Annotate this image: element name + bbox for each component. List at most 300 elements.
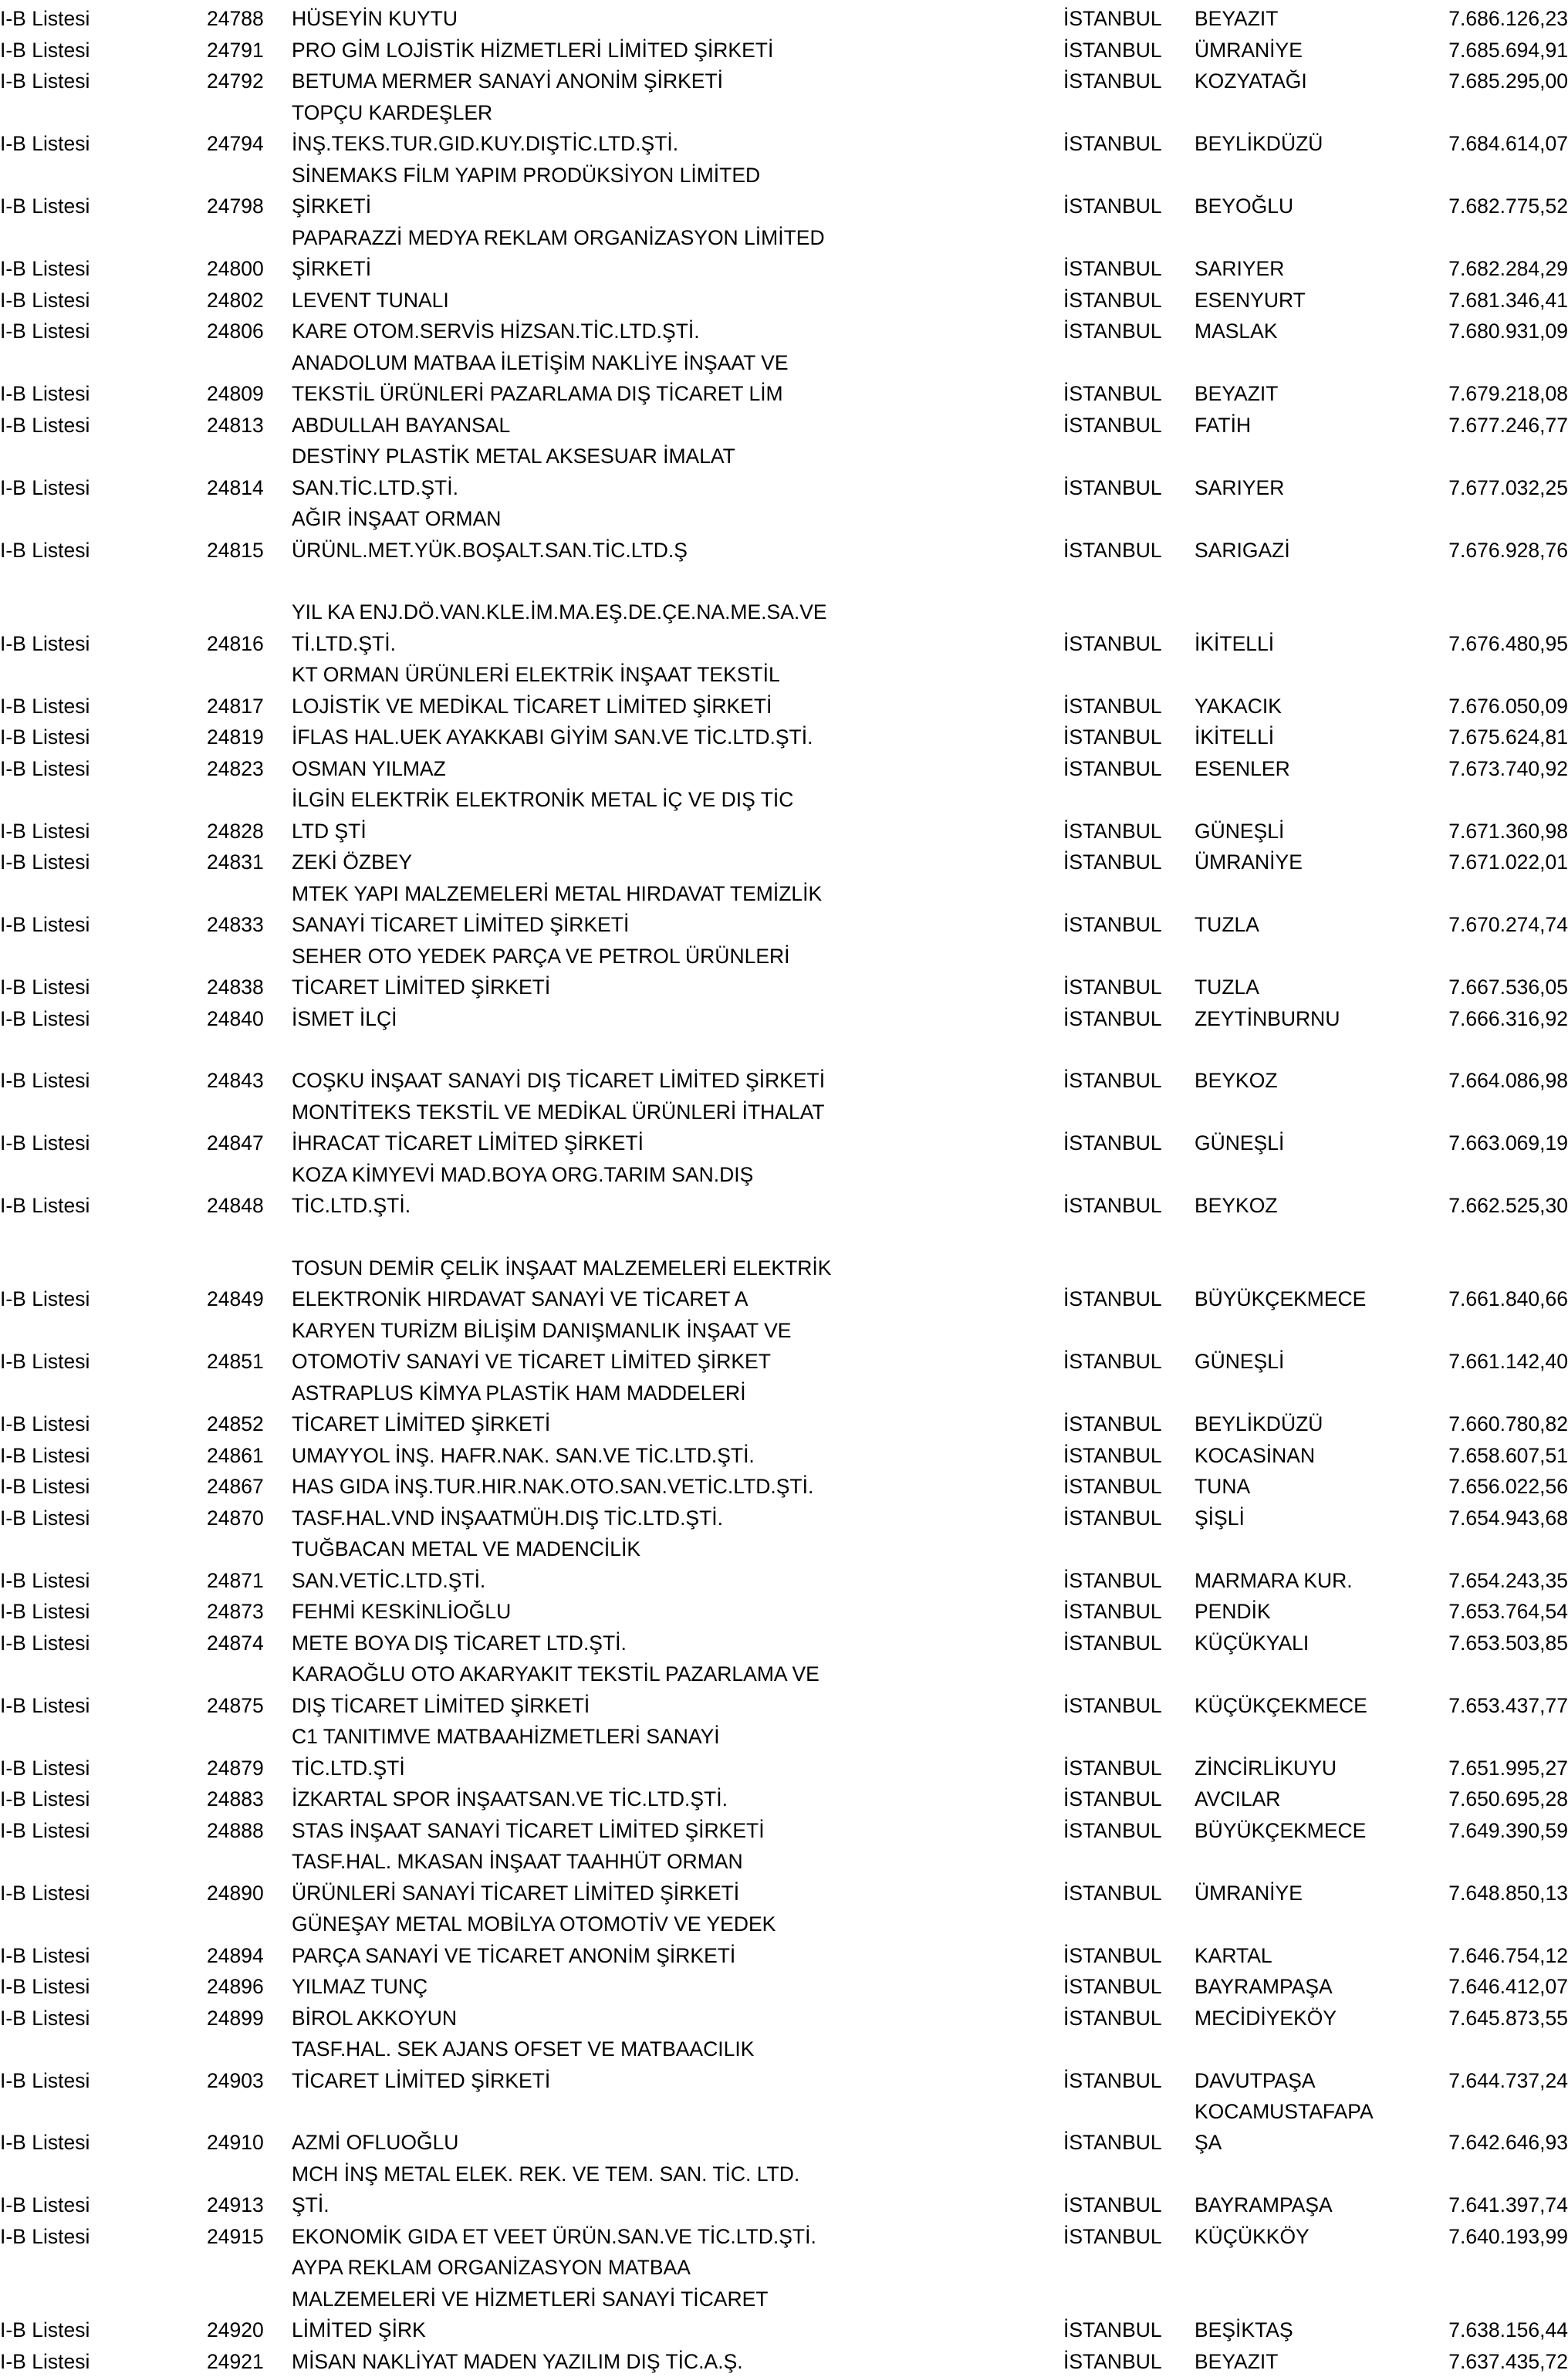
amount: 7.650.695,28	[1426, 1784, 1568, 1815]
entity-name: DIŞ TİCARET LİMİTED ŞİRKETİ	[292, 1690, 1063, 1722]
district: SARIYER	[1195, 253, 1426, 285]
entity-name: TİCARET LİMİTED ŞİRKETİ	[292, 2065, 1063, 2097]
entity-name: METE BOYA DIŞ TİCARET LTD.ŞTİ.	[292, 1628, 1063, 1659]
amount: 7.654.943,68	[1426, 1503, 1568, 1534]
amount: 7.676.050,09	[1426, 691, 1568, 722]
entity-name-continuation: MONTİTEKS TEKSTİL VE MEDİKAL ÜRÜNLERİ İTHALAT	[292, 1097, 1063, 1128]
entity-name: TEKSTİL ÜRÜNLERİ PAZARLAMA DIŞ TİCARET LİM	[292, 378, 1063, 410]
record-id: 24871	[207, 1565, 292, 1597]
gap-cell	[133, 2346, 207, 2377]
city: İSTANBUL	[1063, 3, 1195, 35]
district: DAVUTPAŞA	[1195, 2065, 1426, 2097]
table-row	[0, 753, 1568, 785]
gap-cell	[133, 1315, 207, 1347]
table-row-name-continuation	[0, 1533, 1568, 1565]
city: İSTANBUL	[1063, 1596, 1195, 1628]
gap-cell	[133, 1690, 207, 1722]
table-row	[0, 1628, 1568, 1659]
amount: 7.673.740,92	[1426, 753, 1568, 785]
list-label: I-B Listesi	[0, 1690, 133, 1722]
district: KARTAL	[1195, 1940, 1426, 1972]
gap-cell	[133, 1346, 207, 1378]
list-label: I-B Listesi	[0, 1971, 133, 2003]
amount: 7.677.246,77	[1426, 410, 1568, 441]
list-label: I-B Listesi	[0, 410, 133, 441]
entity-name: OTOMOTİV SANAYİ VE TİCARET LİMİTED ŞİRKET	[292, 1346, 1063, 1378]
gap-cell	[133, 503, 207, 535]
entity-name-continuation: GÜNEŞAY METAL MOBİLYA OTOMOTİV VE YEDEK	[292, 1909, 1063, 1940]
table-row	[0, 1503, 1568, 1534]
entity-name-continuation: MALZEMELERİ VE HİZMETLERİ SANAYİ TİCARET	[292, 2284, 1063, 2315]
amount: 7.640.193,99	[1426, 2221, 1568, 2253]
amount: 7.642.646,93	[1426, 2127, 1568, 2159]
gap-cell	[133, 1471, 207, 1503]
entity-name: ÜRÜNL.MET.YÜK.BOŞALT.SAN.TİC.LTD.Ş	[292, 535, 1063, 566]
entity-name: İFLAS HAL.UEK AYAKKABI GİYİM SAN.VE TİC.LTD.ŞTİ.	[292, 722, 1063, 753]
gap-cell	[133, 1628, 207, 1659]
list-label: I-B Listesi	[0, 128, 133, 160]
table-row-name-continuation	[0, 878, 1568, 910]
table-row	[0, 3, 1568, 35]
table-row	[0, 1408, 1568, 1440]
entity-name: YILMAZ TUNÇ	[292, 1971, 1063, 2003]
entity-name: PRO GİM LOJİSTİK HİZMETLERİ LİMİTED ŞİRKETİ	[292, 35, 1063, 66]
district: AVCILAR	[1195, 1784, 1426, 1815]
table-row-name-continuation	[0, 1253, 1568, 1284]
gap-cell	[133, 1940, 207, 1972]
list-label: I-B Listesi	[0, 535, 133, 566]
list-label: I-B Listesi	[0, 909, 133, 941]
entity-name: BETUMA MERMER SANAYİ ANONİM ŞİRKETİ	[292, 66, 1063, 97]
record-id: 24843	[207, 1065, 292, 1097]
table-row	[0, 1815, 1568, 1847]
list-label: I-B Listesi	[0, 378, 133, 410]
table-row-name-continuation	[0, 160, 1568, 191]
list-label: I-B Listesi	[0, 66, 133, 97]
gap-cell	[133, 628, 207, 660]
debtor-list-table	[0, 3, 1568, 2377]
gap-cell	[133, 1283, 207, 1315]
city: İSTANBUL	[1063, 1503, 1195, 1534]
entity-name-continuation: KARYEN TURİZM BİLİŞİM DANIŞMANLIK İNŞAAT VE	[292, 1315, 1063, 1347]
entity-name-continuation: KT ORMAN ÜRÜNLERİ ELEKTRİK İNŞAAT TEKSTİL	[292, 659, 1063, 691]
gap-cell	[133, 1815, 207, 1847]
record-id: 24875	[207, 1690, 292, 1722]
entity-name: LEVENT TUNALI	[292, 285, 1063, 316]
city: İSTANBUL	[1063, 1565, 1195, 1597]
amount: 7.675.624,81	[1426, 722, 1568, 753]
list-label: I-B Listesi	[0, 1408, 133, 1440]
city: İSTANBUL	[1063, 753, 1195, 785]
district	[1195, 2127, 1426, 2159]
district: SARIGAZİ	[1195, 535, 1426, 566]
city: İSTANBUL	[1063, 722, 1195, 753]
amount: 7.677.032,25	[1426, 472, 1568, 504]
record-id: 24792	[207, 66, 292, 97]
table-row-name-continuation	[0, 941, 1568, 972]
amount: 7.684.614,07	[1426, 128, 1568, 160]
gap-cell	[133, 410, 207, 441]
table-row	[0, 722, 1568, 753]
table-row-name-continuation	[0, 1378, 1568, 1409]
city: İSTANBUL	[1063, 1190, 1195, 1222]
entity-name: OSMAN YILMAZ	[292, 753, 1063, 785]
table-spacer-row	[0, 566, 1568, 597]
entity-name: MİSAN NAKLİYAT MADEN YAZILIM DIŞ TİC.A.Ş.	[292, 2346, 1063, 2377]
city: İSTANBUL	[1063, 285, 1195, 316]
district: ZİNCİRLİKUYU	[1195, 1753, 1426, 1784]
record-id: 24888	[207, 1815, 292, 1847]
record-id: 24890	[207, 1878, 292, 1909]
table-row	[0, 1565, 1568, 1597]
gap-cell	[133, 941, 207, 972]
gap-cell	[133, 66, 207, 97]
table-row	[0, 909, 1568, 941]
city: İSTANBUL	[1063, 378, 1195, 410]
record-id: 24847	[207, 1128, 292, 1159]
city: İSTANBUL	[1063, 972, 1195, 1003]
record-id: 24840	[207, 1003, 292, 1035]
amount: 7.680.931,09	[1426, 316, 1568, 347]
record-id: 24851	[207, 1346, 292, 1378]
table-row	[0, 2221, 1568, 2253]
city: İSTANBUL	[1063, 66, 1195, 97]
entity-name: HÜSEYİN KUYTU	[292, 3, 1063, 35]
gap-cell	[133, 2003, 207, 2034]
amount: 7.654.243,35	[1426, 1565, 1568, 1597]
entity-name: FEHMİ KESKİNLİOĞLU	[292, 1596, 1063, 1628]
gap-cell	[133, 1408, 207, 1440]
entity-name: İHRACAT TİCARET LİMİTED ŞİRKETİ	[292, 1128, 1063, 1159]
district: PENDİK	[1195, 1596, 1426, 1628]
table-row	[0, 2003, 1568, 2034]
record-id: 24849	[207, 1283, 292, 1315]
gap-cell	[133, 191, 207, 222]
entity-name: TİC.LTD.ŞTİ.	[292, 1190, 1063, 1222]
city: İSTANBUL	[1063, 1690, 1195, 1722]
gap-cell	[133, 1503, 207, 1534]
record-id: 24806	[207, 316, 292, 347]
table-row-name-continuation	[0, 97, 1568, 129]
gap-cell	[133, 659, 207, 691]
entity-name: İZKARTAL SPOR İNŞAATSAN.VE TİC.LTD.ŞTİ.	[292, 1784, 1063, 1815]
gap-cell	[133, 1097, 207, 1128]
gap-cell	[133, 1565, 207, 1597]
table-row	[0, 1003, 1568, 1035]
entity-name: UMAYYOL İNŞ. HAFR.NAK. SAN.VE TİC.LTD.ŞTİ.	[292, 1440, 1063, 1472]
district: ŞİŞLİ	[1195, 1503, 1426, 1534]
list-label: I-B Listesi	[0, 1596, 133, 1628]
list-label: I-B Listesi	[0, 2189, 133, 2221]
list-label: I-B Listesi	[0, 2003, 133, 2034]
amount: 7.685.694,91	[1426, 35, 1568, 66]
district: BÜYÜKÇEKMECE	[1195, 1815, 1426, 1847]
record-id: 24823	[207, 753, 292, 785]
district: TUZLA	[1195, 909, 1426, 941]
entity-name: TASF.HAL.VND İNŞAATMÜH.DIŞ TİC.LTD.ŞTİ.	[292, 1503, 1063, 1534]
amount: 7.661.840,66	[1426, 1283, 1568, 1315]
entity-name: KARE OTOM.SERVİS HİZSAN.TİC.LTD.ŞTİ.	[292, 316, 1063, 347]
list-label: I-B Listesi	[0, 2346, 133, 2377]
record-id: 24838	[207, 972, 292, 1003]
list-label: I-B Listesi	[0, 1753, 133, 1784]
amount: 7.658.607,51	[1426, 1440, 1568, 1472]
table-row-name-continuation	[0, 2159, 1568, 2190]
table-row	[0, 1596, 1568, 1628]
list-label: I-B Listesi	[0, 847, 133, 878]
table-row	[0, 35, 1568, 66]
table-row	[0, 1690, 1568, 1722]
gap-cell	[133, 1846, 207, 1878]
record-id: 24852	[207, 1408, 292, 1440]
table-row-name-continuation	[0, 2284, 1568, 2315]
gap-cell	[133, 753, 207, 785]
gap-cell	[133, 2065, 207, 2097]
table-row	[0, 847, 1568, 878]
record-id: 24833	[207, 909, 292, 941]
district: ÜMRANİYE	[1195, 35, 1426, 66]
amount: 7.653.503,85	[1426, 1628, 1568, 1659]
entity-name: ŞİRKETİ	[292, 191, 1063, 222]
table-row	[0, 535, 1568, 566]
entity-name-continuation: AYPA REKLAM ORGANİZASYON MATBAA	[292, 2252, 1063, 2284]
city: İSTANBUL	[1063, 2003, 1195, 2034]
entity-name-continuation: MCH İNŞ METAL ELEK. REK. VE TEM. SAN. TİC. LTD.	[292, 2159, 1063, 2190]
gap-cell	[133, 1440, 207, 1472]
city: İSTANBUL	[1063, 2189, 1195, 2221]
record-id: 24791	[207, 35, 292, 66]
district: BEYKOZ	[1195, 1190, 1426, 1222]
table-row	[0, 128, 1568, 160]
table-row-name-continuation	[0, 597, 1568, 628]
amount: 7.656.022,56	[1426, 1471, 1568, 1503]
gap-cell	[133, 1753, 207, 1784]
amount: 7.664.086,98	[1426, 1065, 1568, 1097]
table-row-name-continuation	[0, 1909, 1568, 1940]
entity-name-continuation: SEHER OTO YEDEK PARÇA VE PETROL ÜRÜNLERİ	[292, 941, 1063, 972]
entity-name-continuation: TOPÇU KARDEŞLER	[292, 97, 1063, 129]
record-id: 24894	[207, 1940, 292, 1972]
entity-name-continuation: PAPARAZZİ MEDYA REKLAM ORGANİZASYON LİMİTED	[292, 222, 1063, 254]
gap-cell	[133, 316, 207, 347]
city: İSTANBUL	[1063, 535, 1195, 566]
district: TUZLA	[1195, 972, 1426, 1003]
district: KÜÇÜKYALI	[1195, 1628, 1426, 1659]
gap-cell	[133, 1159, 207, 1191]
table-row	[0, 472, 1568, 504]
amount: 7.671.022,01	[1426, 847, 1568, 878]
district: BÜYÜKÇEKMECE	[1195, 1283, 1426, 1315]
district: BAYRAMPAŞA	[1195, 2189, 1426, 2221]
list-label: I-B Listesi	[0, 2065, 133, 2097]
table-row-name-continuation	[0, 2034, 1568, 2065]
gap-cell	[133, 847, 207, 878]
city: İSTANBUL	[1063, 628, 1195, 660]
entity-name: Tİ.LTD.ŞTİ.	[292, 628, 1063, 660]
city: İSTANBUL	[1063, 1628, 1195, 1659]
table-row-name-continuation	[0, 1721, 1568, 1753]
table-row	[0, 2127, 1568, 2159]
amount: 7.679.218,08	[1426, 378, 1568, 410]
gap-cell	[133, 1784, 207, 1815]
amount: 7.682.284,29	[1426, 253, 1568, 285]
record-id: 24921	[207, 2346, 292, 2377]
table-row-name-continuation	[0, 659, 1568, 691]
list-label: I-B Listesi	[0, 1065, 133, 1097]
amount: 7.648.850,13	[1426, 1878, 1568, 1909]
table-row	[0, 2346, 1568, 2377]
entity-name: SAN.VETİC.LTD.ŞTİ.	[292, 1565, 1063, 1597]
table-row	[0, 378, 1568, 410]
district: FATİH	[1195, 410, 1426, 441]
list-label: I-B Listesi	[0, 1440, 133, 1472]
district-line-2: ŞA	[1195, 2131, 1222, 2154]
list-label: I-B Listesi	[0, 1346, 133, 1378]
table-row	[0, 972, 1568, 1003]
district: BEYKOZ	[1195, 1065, 1426, 1097]
city: İSTANBUL	[1063, 1408, 1195, 1440]
gap-cell	[133, 2314, 207, 2346]
gap-cell	[133, 1596, 207, 1628]
record-id: 24814	[207, 472, 292, 504]
city: İSTANBUL	[1063, 2221, 1195, 2253]
record-id: 24809	[207, 378, 292, 410]
list-label: I-B Listesi	[0, 35, 133, 66]
list-label: I-B Listesi	[0, 285, 133, 316]
gap-cell	[133, 35, 207, 66]
gap-cell	[133, 784, 207, 816]
record-id: 24903	[207, 2065, 292, 2097]
list-label: I-B Listesi	[0, 722, 133, 753]
record-id: 24915	[207, 2221, 292, 2253]
gap-cell	[133, 253, 207, 285]
list-label: I-B Listesi	[0, 316, 133, 347]
record-id: 24798	[207, 191, 292, 222]
amount: 7.667.536,05	[1426, 972, 1568, 1003]
city: İSTANBUL	[1063, 191, 1195, 222]
entity-name-continuation: MTEK YAPI MALZEMELERİ METAL HIRDAVAT TEMİZLİK	[292, 878, 1063, 910]
gap-cell	[133, 2034, 207, 2065]
district: BEYLİKDÜZÜ	[1195, 128, 1426, 160]
table-row	[0, 1971, 1568, 2003]
amount: 7.666.316,92	[1426, 1003, 1568, 1035]
entity-name: LTD ŞTİ	[292, 816, 1063, 847]
entity-name: TİC.LTD.ŞTİ	[292, 1753, 1063, 1784]
entity-name-continuation: DESTİNY PLASTİK METAL AKSESUAR İMALAT	[292, 441, 1063, 472]
table-body	[0, 3, 1568, 2377]
district: ÜMRANİYE	[1195, 1878, 1426, 1909]
entity-name: EKONOMİK GIDA ET VEET ÜRÜN.SAN.VE TİC.LTD.ŞTİ.	[292, 2221, 1063, 2253]
list-label: I-B Listesi	[0, 1503, 133, 1534]
table-row-name-continuation	[0, 784, 1568, 816]
gap-cell	[133, 1003, 207, 1035]
entity-name: COŞKU İNŞAAT SANAYİ DIŞ TİCARET LİMİTED ŞİRKETİ	[292, 1065, 1063, 1097]
district: BEYOĞLU	[1195, 191, 1426, 222]
gap-cell	[133, 222, 207, 254]
list-label: I-B Listesi	[0, 2314, 133, 2346]
amount: 7.653.437,77	[1426, 1690, 1568, 1722]
list-label: I-B Listesi	[0, 1940, 133, 1972]
table-row	[0, 253, 1568, 285]
amount: 7.649.390,59	[1426, 1815, 1568, 1847]
gap-cell	[133, 128, 207, 160]
district: YAKACIK	[1195, 691, 1426, 722]
record-id: 24913	[207, 2189, 292, 2221]
city: İSTANBUL	[1063, 1815, 1195, 1847]
table-row	[0, 1440, 1568, 1472]
entity-name: ELEKTRONİK HIRDAVAT SANAYİ VE TİCARET A	[292, 1283, 1063, 1315]
amount: 7.662.525,30	[1426, 1190, 1568, 1222]
entity-name: STAS İNŞAAT SANAYİ TİCARET LİMİTED ŞİRKETİ	[292, 1815, 1063, 1847]
entity-name-continuation: AĞIR İNŞAAT ORMAN	[292, 503, 1063, 535]
amount: 7.653.764,54	[1426, 1596, 1568, 1628]
list-label: I-B Listesi	[0, 1784, 133, 1815]
table-row	[0, 1940, 1568, 1972]
table-row	[0, 66, 1568, 97]
gap-cell	[133, 347, 207, 379]
gap-cell	[133, 2127, 207, 2159]
list-label: I-B Listesi	[0, 2221, 133, 2253]
record-id: 24883	[207, 1784, 292, 1815]
gap-cell	[133, 1190, 207, 1222]
amount: 7.661.142,40	[1426, 1346, 1568, 1378]
amount: 7.671.360,98	[1426, 816, 1568, 847]
table-row	[0, 191, 1568, 222]
entity-name-continuation: YIL KA ENJ.DÖ.VAN.KLE.İM.MA.EŞ.DE.ÇE.NA.ME.SA.VE	[292, 597, 1063, 628]
amount: 7.637.435,72	[1426, 2346, 1568, 2377]
list-label: I-B Listesi	[0, 1565, 133, 1597]
table-row	[0, 1128, 1568, 1159]
entity-name: PARÇA SANAYİ VE TİCARET ANONİM ŞİRKETİ	[292, 1940, 1063, 1972]
city: İSTANBUL	[1063, 1784, 1195, 1815]
district: GÜNEŞLİ	[1195, 816, 1426, 847]
gap-cell	[133, 691, 207, 722]
gap-cell	[133, 441, 207, 472]
list-label: I-B Listesi	[0, 191, 133, 222]
amount: 7.681.346,41	[1426, 285, 1568, 316]
entity-name: TİCARET LİMİTED ŞİRKETİ	[292, 972, 1063, 1003]
district: TUNA	[1195, 1471, 1426, 1503]
gap-cell	[133, 816, 207, 847]
table-row	[0, 628, 1568, 660]
district: ZEYTİNBURNU	[1195, 1003, 1426, 1035]
record-id: 24794	[207, 128, 292, 160]
entity-name: AZMİ OFLUOĞLU	[292, 2127, 1063, 2159]
list-label: I-B Listesi	[0, 1878, 133, 1909]
district: KOCASİNAN	[1195, 1440, 1426, 1472]
entity-name-continuation: KOZA KİMYEVİ MAD.BOYA ORG.TARIM SAN.DIŞ	[292, 1159, 1063, 1191]
gap-cell	[133, 285, 207, 316]
city: İSTANBUL	[1063, 253, 1195, 285]
record-id: 24899	[207, 2003, 292, 2034]
record-id: 24870	[207, 1503, 292, 1534]
district: ESENYURT	[1195, 285, 1426, 316]
entity-name-continuation: C1 TANITIMVE MATBAAHİZMETLERİ SANAYİ	[292, 1721, 1063, 1753]
gap-cell	[133, 160, 207, 191]
table-row-name-continuation	[0, 1846, 1568, 1878]
amount: 7.638.156,44	[1426, 2314, 1568, 2346]
entity-name-continuation: TASF.HAL. MKASAN İNŞAAT TAAHHÜT ORMAN	[292, 1846, 1063, 1878]
list-label: I-B Listesi	[0, 691, 133, 722]
record-id: 24896	[207, 1971, 292, 2003]
record-id: 24800	[207, 253, 292, 285]
district: KÜÇÜKKÖY	[1195, 2221, 1426, 2253]
amount: 7.651.995,27	[1426, 1753, 1568, 1784]
table-row	[0, 816, 1568, 847]
table-row	[0, 1784, 1568, 1815]
table-spacer-row	[0, 1034, 1568, 1065]
table-row	[0, 1190, 1568, 1222]
